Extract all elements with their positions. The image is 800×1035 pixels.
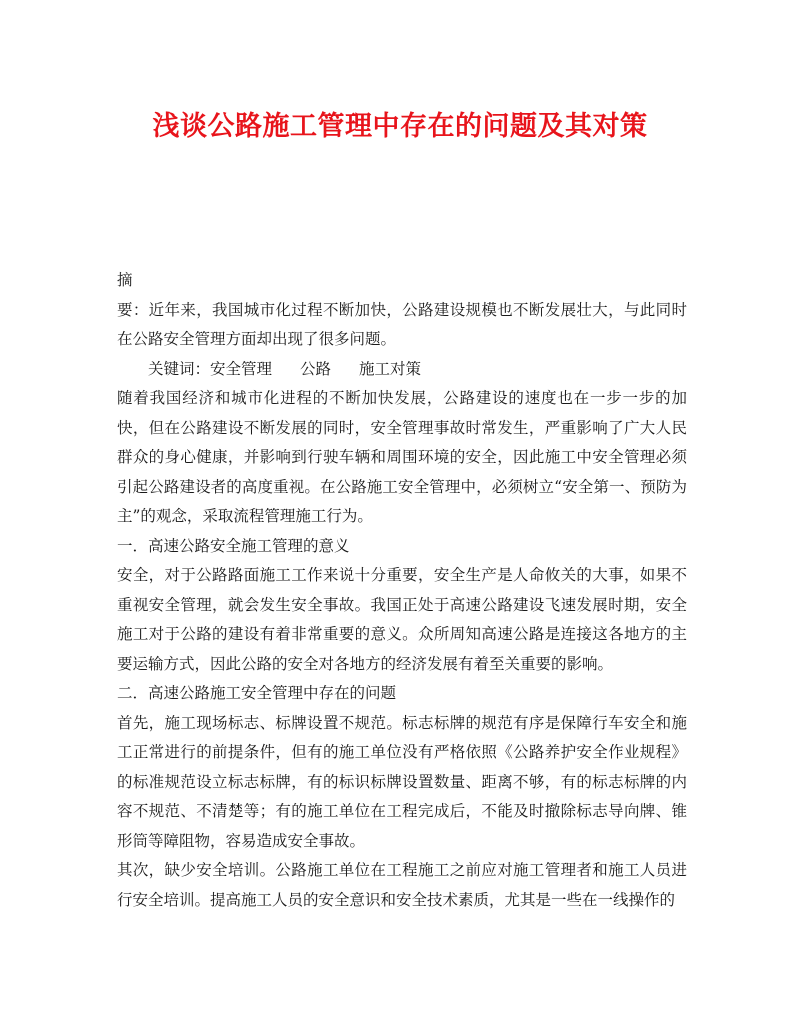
- document-body: [117, 266, 687, 915]
- intro-paragraph: 随着我国经济和城市化进程的不断加快发展，公路建设的速度也在一步一步的加快，但在公路建设不断发展的同时，安全管理事故时常发生，严重影响了广大人民群众的身心健康，并影响到行驶车辆和周围环境的安全，因此施工中安全管理必须引起公路建设者的高度重视。在公路施工安全管理中，必须树立“安全第一、预防为主”的观念，采取流程管理施工行为。: [117, 389, 687, 525]
- section-paragraph: 其次，缺少安全培训。公路施工单位在工程施工之前应对施工管理者和施工人员进行安全培训。提高施工人员的安全意识和安全技术素质，尤其是一些在一线操作的: [117, 861, 687, 909]
- keywords-label: 关键词：: [148, 359, 211, 378]
- keyword-item: 公路: [300, 359, 332, 378]
- keyword-item: 安全管理: [210, 359, 273, 378]
- abstract-label: 摘: [117, 271, 133, 289]
- section-heading: 一．高速公路安全施工管理的意义: [117, 536, 350, 555]
- section-paragraph: 安全，对于公路路面施工工作来说十分重要，安全生产是人命攸关的大事，如果不重视安全管理，就会发生安全事故。我国正处于高速公路建设飞速发展时期，安全施工对于公路的建设有着非常重要的意义。众所周知高速公路是连接这各地方的主要运输方式，因此公路的安全对各地方的经济发展有着至关重要的影响。: [117, 566, 687, 673]
- document-title: 浅谈公路施工管理中存在的问题及其对策: [152, 111, 648, 142]
- keywords-line: [117, 355, 687, 385]
- keyword-item: 施工对策: [359, 359, 422, 378]
- abstract-text: 要：近年来，我国城市化过程不断加快，公路建设规模也不断发展壮大，与此同时在公路安全管理方面却出现了很多问题。: [117, 300, 687, 348]
- section-heading: 二．高速公路施工安全管理中存在的问题: [117, 684, 397, 702]
- section-paragraph: 首先，施工现场标志、标牌设置不规范。标志标牌的规范有序是保障行车安全和施工正常进行的前提条件，但有的施工单位没有严格依照《公路养护安全作业规程》的标准规范设立标志标牌，有的标识标牌设置数量、距离不够，有的标志标牌的内容不规范、不清楚等；有的施工单位在工程完成后，不能及时撤除标志导向牌、锥形筒等障阻物，容易造成安全事故。: [117, 713, 687, 850]
